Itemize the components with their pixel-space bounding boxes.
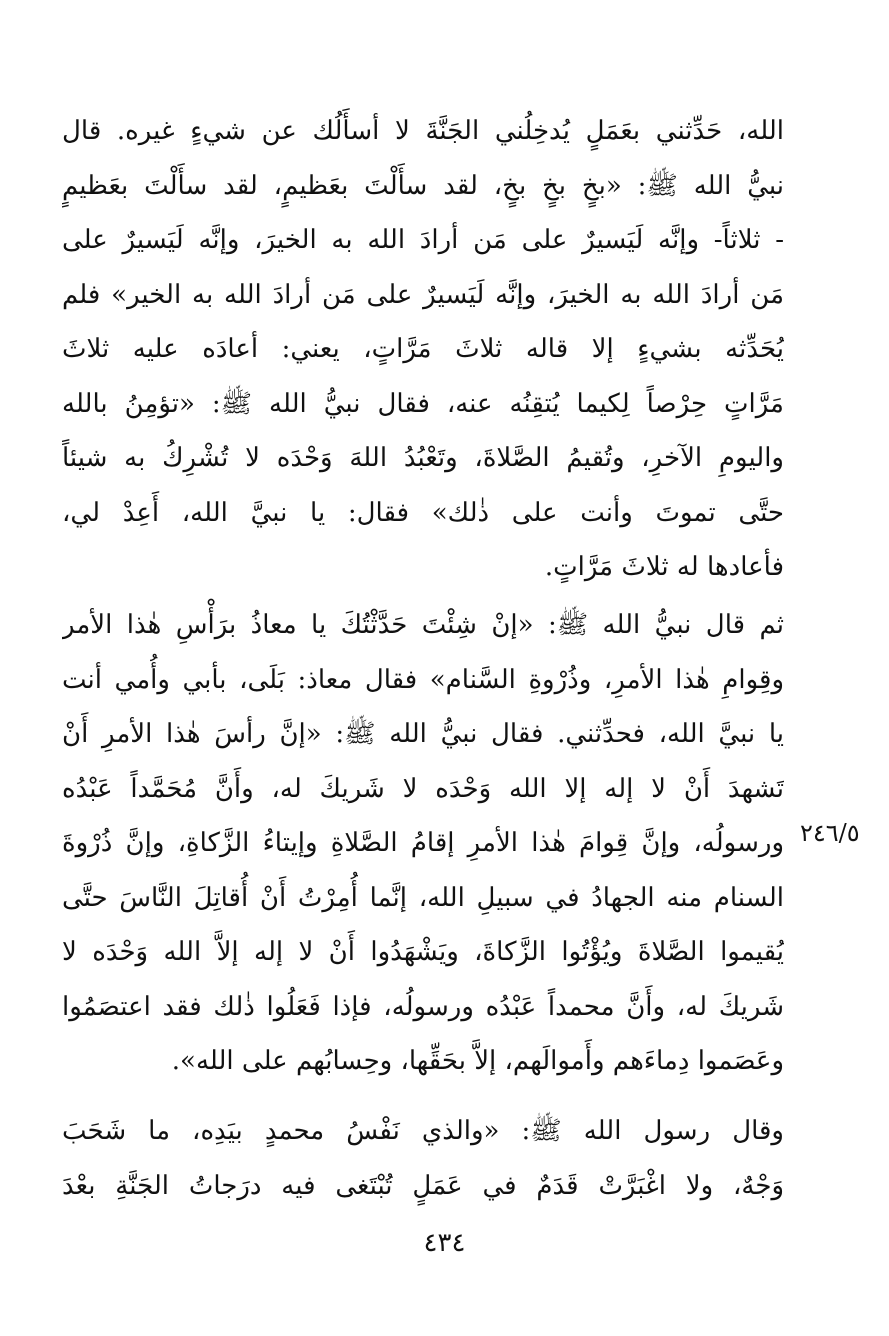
text-line: ورسولُه، وإنَّ قِوامَ هٰذا الأمرِ إقامُ الصَّلاةِ وإيتاءُ الزَّكاةِ، وإنَّ ذُرْوةَ: [62, 828, 784, 858]
text-line: - ثلاثاً- وإنَّه لَيَسيرٌ على مَن أرادَ الله به الخيرَ، وإنَّه لَيَسيرٌ على: [62, 225, 784, 255]
text-line: وقِوامِ هٰذا الأمرِ، وذُرْوةِ السَّنام» فقال معاذ: بَلَى، بأبي وأُمي أنت: [62, 664, 784, 695]
text-line: حتَّى تموتَ وأنت على ذٰلك» فقال: يا نبيَّ الله، أَعِدْ لي،: [62, 497, 784, 528]
text-line: نبيُّ الله ﷺ: «بخٍ بخٍ بخٍ، لقد سأَلْتَ بعَظيمٍ، لقد سأَلْتَ بعَظيمٍ: [62, 170, 784, 201]
paragraph-1: [62, 104, 784, 595]
text-line: وقال رسول الله ﷺ: «والذي نَفْسُ محمدٍ بيَدِه، ما شَحَبَ: [62, 1116, 784, 1146]
text-line: السنام منه الجهادُ في سبيلِ الله، إنَّما أُمِرْتُ أَنْ أُقاتِلَ النَّاسَ حتَّى: [62, 882, 784, 913]
text-line: يا نبيَّ الله، فحدِّثني. فقال نبيُّ الله ﷺ: «إنَّ رأسَ هٰذا الأمرِ أَنْ: [62, 719, 784, 749]
text-line: فأعادها له ثلاثَ مَرَّاتٍ.: [544, 552, 784, 582]
text-line: يُحَدِّثه بشيءٍ إلا قاله ثلاثَ مَرَّاتٍ، يعني: أعادَه عليه ثلاثَ: [62, 334, 784, 364]
text-line: وعَصَموا دِماءَهم وأَموالَهم، إلاَّ بحَقِّها، وحِسابُهم على الله».: [171, 1046, 784, 1076]
margin-reference: ٢٤٦/٥: [800, 819, 860, 847]
page-number: ٤٣٤: [423, 1228, 466, 1258]
text-line: الله، حَدِّثني بعَمَلٍ يُدخِلُني الجَنَّةَ لا أسأَلُك عن شيءٍ غيره. قال: [62, 116, 784, 146]
text-line: وَجْهٌ، ولا اغْبَرَّتْ قَدَمٌ في عَمَلٍ تُبْتَغى فيه درَجاتُ الجَنَّةِ بعْدَ: [62, 1170, 784, 1201]
paragraph-2: [62, 598, 784, 1089]
text-line: ثم قال نبيُّ الله ﷺ: «إنْ شِئْتَ حَدَّثْتُكَ يا معاذُ برَأْسِ هٰذا الأمر: [62, 610, 784, 640]
text-line: يُقيموا الصَّلاةَ ويُؤْتُوا الزَّكاةَ، ويَشْهَدُوا أَنْ لا إله إلاَّ الله وَحْدَه لا: [62, 937, 784, 967]
text-line: تَشهدَ أَنْ لا إله إلا الله وَحْدَه لا شَريكَ له، وأَنَّ مُحَمَّداً عَبْدُه: [62, 773, 784, 804]
text-line: واليومِ الآخرِ، وتُقيمُ الصَّلاةَ، وتَعْبُدُ اللهَ وَحْدَه لا تُشْرِكُ به شيئاً: [62, 443, 784, 473]
paragraph-3: [62, 1104, 784, 1213]
text-line: مَرَّاتٍ حِرْصاً لِكيما يُتقِنُه عنه، فقال نبيُّ الله ﷺ: «تؤمِنُ بالله: [62, 388, 784, 419]
text-line: مَن أرادَ الله به الخيرَ، وإنَّه لَيَسيرٌ على مَن أرادَ الله به الخير» فلم: [62, 279, 784, 310]
text-line: شَريكَ له، وأَنَّ محمداً عَبْدُه ورسولُه، فإذا فَعَلُوا ذٰلك فقد اعتصَمُوا: [62, 991, 784, 1022]
